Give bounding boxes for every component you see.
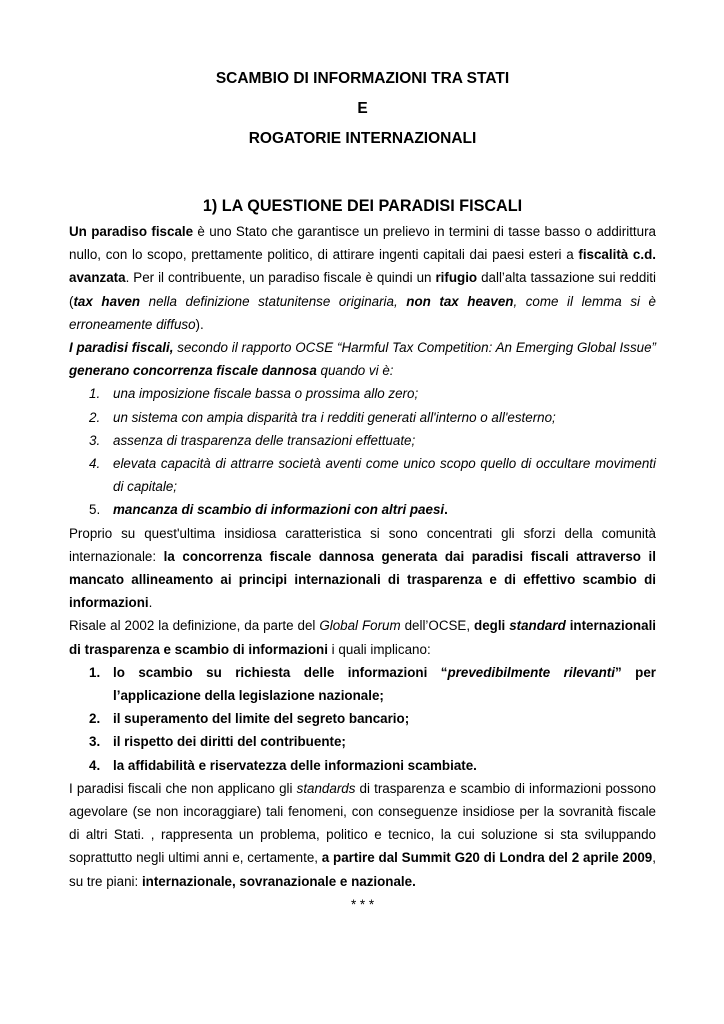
paragraph-international-efforts: Proprio su quest'ultima insidiosa caratteristica si sono concentrati gli sforzi della comunità internazionale: la concorrenza fiscale dannosa generata dai paradisi fiscali attraverso il mancato allineamento ai principi internazionali di trasparenza e di effettivo scambio di informazioni. — [69, 525, 656, 611]
list-item: 4. elevata capacità di attrarre società aventi come unico scopo quello di occultare movimenti di capitale; — [89, 456, 656, 495]
list-item: 1. una imposizione fiscale bassa o prossima allo zero; — [89, 386, 419, 402]
list-item: 4. la affidabilità e riservatezza delle informazioni scambiate. — [89, 757, 477, 773]
list-item: 2. il superamento del limite del segreto bancario; — [89, 711, 410, 727]
paragraph-definition: Un paradiso fiscale è uno Stato che garantisce un prelievo in termini di tasse basso o addirittura nullo, con lo scopo, prettamente politico, di attirare ingenti capitali dai paesi esteri a fiscalità c.d. avanzata. Per il contribuente, un paradiso fiscale è quindi un rifugio dall’alta tassazione sui redditi (tax haven nella definizione statunitense originaria, non tax heaven, come il lemma si è erroneamente diffuso). — [69, 224, 657, 332]
list-item: 1. lo scambio su richiesta delle informazioni “prevedibilmente rilevanti” per l’applicazione della legislazione nazionale; — [89, 664, 656, 704]
document-title-line-1: SCAMBIO DI INFORMAZIONI TRA STATI — [215, 70, 510, 87]
paragraph-ocse-report: I paradisi fiscali, secondo il rapporto OCSE “Harmful Tax Competition: An Emerging Global Issue” generano concorrenza fiscale dannosa quando vi è: — [69, 340, 656, 379]
section-separator: * * * — [350, 896, 375, 912]
list-item: 2. un sistema con ampia disparità tra i redditi generati all'interno o all'esterno; — [89, 409, 556, 425]
list-item: 3. assenza di trasparenza delle transazioni effettuate; — [89, 432, 416, 448]
paragraph-global-forum: Risale al 2002 la definizione, da parte del Global Forum dell’OCSE, degli standard internazionali di trasparenza e scambio di informazioni i quali implicano: — [69, 618, 657, 657]
list-item: 3. il rispetto dei diritti del contribuente; — [89, 734, 346, 750]
section-title: 1) LA QUESTIONE DEI PARADISI FISCALI — [202, 197, 523, 215]
harmful-criteria-list — [69, 382, 656, 521]
document-title-line-2: E — [357, 100, 368, 117]
list-item: 5. mancanza di scambio di informazioni con altri paesi. — [89, 502, 448, 518]
standards-list — [69, 661, 656, 777]
paragraph-conclusion: I paradisi fiscali che non applicano gli standards di trasparenza e scambio di informazioni possono agevolare (se non incoraggiare) tali fenomeni, con conseguenze insidiose per la sovranità fiscale di altri Stati. , rappresenta un problema, politico e tecnico, la cui soluzione si sta sviluppando soprattutto negli ultimi anni e, certamente, a partire dal Summit G20 di Londra del 2 aprile 2009, su tre piani: internazionale, sovranazionale e nazionale. — [69, 780, 656, 889]
document-title-line-3: ROGATORIE INTERNAZIONALI — [248, 130, 477, 147]
